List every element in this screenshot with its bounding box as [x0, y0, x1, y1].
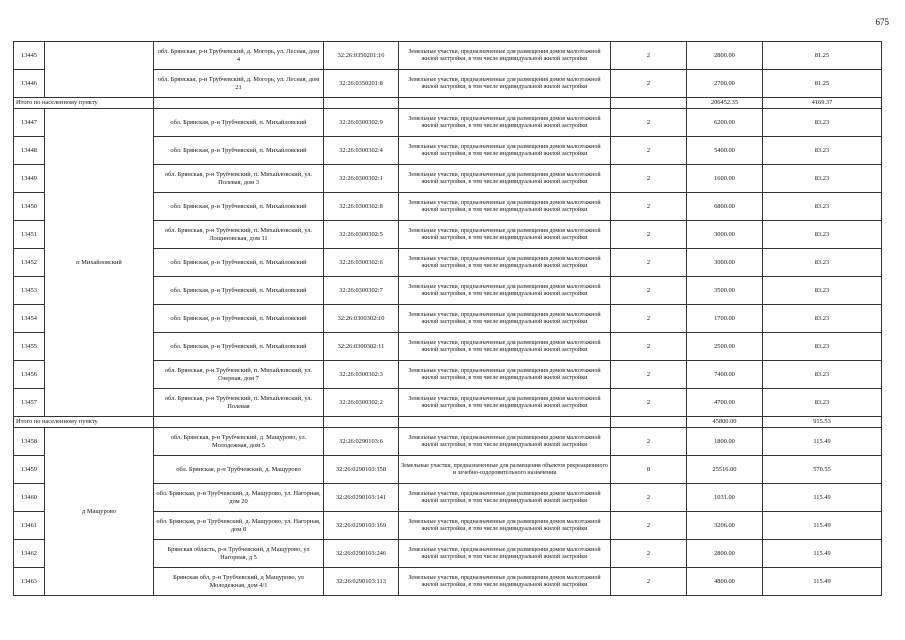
address-cell: обл. Брянская, р-н Трубчевский, п. Михайловский [154, 333, 324, 361]
address-cell: обл. Брянская, р-н Трубчевский, д. Мащурово, ул. Нагорная, дом 8 [154, 512, 324, 540]
address-cell: обл. Брянская, р-н Трубчевский, п. Михайловский, ул. Полевая [154, 389, 324, 417]
land-use-category-cell: Земельные участки, предназначенные для размещения домов малоэтажной жилой застройки, в том числе индивидуальной жилой застройки [399, 277, 611, 305]
group-code-cell: 2 [611, 568, 687, 596]
land-use-category-cell: Земельные участки, предназначенные для размещения домов малоэтажной жилой застройки, в том числе индивидуальной жилой застройки [399, 109, 611, 137]
land-use-category-cell: Земельные участки, предназначенные для размещения домов малоэтажной жилой застройки, в том числе индивидуальной жилой застройки [399, 568, 611, 596]
land-use-category-cell: Земельные участки, предназначенные для размещения домов малоэтажной жилой застройки, в том числе индивидуальной жилой застройки [399, 193, 611, 221]
group-code-cell: 2 [611, 193, 687, 221]
area-cell: 2500.00 [687, 333, 763, 361]
group-code-cell: 8 [611, 456, 687, 484]
cadastral-valuation-table [13, 41, 882, 596]
total-empty-code [611, 98, 687, 109]
cadastral-number-cell: 32:26:0290103:113 [324, 568, 399, 596]
table-row [14, 42, 882, 70]
specific-value-cell: 83.23 [763, 109, 882, 137]
address-cell: обл. Брянская, р-н Трубчевский, п. Михайловский [154, 137, 324, 165]
row-number: 13451 [14, 221, 45, 249]
area-cell: 3000.00 [687, 221, 763, 249]
total-empty-address [154, 417, 324, 428]
group-code-cell: 2 [611, 540, 687, 568]
total-empty-cadastral [324, 98, 399, 109]
cadastral-number-cell: 32:26:0300302:3 [324, 361, 399, 389]
address-cell: обл. Брянская, р-н Трубчевский, д. Мащурово, ул. Молодежная, дом 5 [154, 428, 324, 456]
specific-value-cell: 115.49 [763, 540, 882, 568]
row-number: 13463 [14, 568, 45, 596]
area-cell: 6200.00 [687, 109, 763, 137]
address-cell: обл. Брянская, р-н Трубчевский, д. Могорь, ул. Лесная, дом 4 [154, 42, 324, 70]
land-use-category-cell: Земельные участки, предназначенные для размещения домов малоэтажной жилой застройки, в том числе индивидуальной жилой застройки [399, 165, 611, 193]
address-cell: обл. Брянская, р-н Трубчевский, п. Михайловский, ул. Полевая, дом 3 [154, 165, 324, 193]
group-code-cell: 2 [611, 361, 687, 389]
cadastral-number-cell: 32:26:0300302:6 [324, 249, 399, 277]
area-cell: 1700.00 [687, 305, 763, 333]
area-cell: 2700.00 [687, 70, 763, 98]
locality-name: п Михайловский [45, 109, 154, 417]
total-label: Итого по населенному пункту [14, 417, 154, 428]
area-cell: 3206.00 [687, 512, 763, 540]
area-cell: 3000.00 [687, 249, 763, 277]
total-area: 45800.00 [687, 417, 763, 428]
row-number: 13459 [14, 456, 45, 484]
group-code-cell: 2 [611, 137, 687, 165]
area-cell: 25516.00 [687, 456, 763, 484]
total-empty-code [611, 417, 687, 428]
group-code-cell: 2 [611, 221, 687, 249]
total-empty-cadastral [324, 417, 399, 428]
group-code-cell: 2 [611, 277, 687, 305]
specific-value-cell: 83.23 [763, 193, 882, 221]
land-use-category-cell: Земельные участки, предназначенные для размещения домов малоэтажной жилой застройки, в том числе индивидуальной жилой застройки [399, 333, 611, 361]
address-cell: обл. Брянская, р-н Трубчевский, д. Мащурово, ул. Нагорная, дом 20 [154, 484, 324, 512]
row-number: 13462 [14, 540, 45, 568]
land-use-category-cell: Земельные участки, предназначенные для размещения домов малоэтажной жилой застройки, в том числе индивидуальной жилой застройки [399, 221, 611, 249]
locality-cell [45, 42, 154, 98]
cadastral-number-cell: 32:26:0290103:141 [324, 484, 399, 512]
locality-name: д Мащурово [45, 428, 154, 596]
cadastral-number-cell: 32:26:0290103:158 [324, 456, 399, 484]
address-cell: обл. Брянская, р-н Трубчевский, п. Михайловский [154, 109, 324, 137]
row-number: 13455 [14, 333, 45, 361]
specific-value-cell: 83.23 [763, 249, 882, 277]
area-cell: 5400.00 [687, 137, 763, 165]
area-cell: 1800.00 [687, 428, 763, 456]
address-cell: обл. Брянская, р-н Трубчевский, д. Мащурово [154, 456, 324, 484]
cadastral-number-cell: 32:26:0300302:7 [324, 277, 399, 305]
land-use-category-cell: Земельные участки, предназначенные для размещения домов малоэтажной жилой застройки, в том числе индивидуальной жилой застройки [399, 428, 611, 456]
cadastral-number-cell: 32:26:0290103:246 [324, 540, 399, 568]
table-row [14, 109, 882, 137]
total-rate: 4169.37 [763, 98, 882, 109]
group-code-cell: 2 [611, 512, 687, 540]
address-cell: Брянская обл, р-н Трубчевский, д Мащурово, ул Молодежная, дом 4/1 [154, 568, 324, 596]
land-use-category-cell: Земельные участки, предназначенные для размещения домов малоэтажной жилой застройки, в том числе индивидуальной жилой застройки [399, 42, 611, 70]
row-number: 13448 [14, 137, 45, 165]
area-cell: 4700.00 [687, 389, 763, 417]
group-code-cell: 2 [611, 165, 687, 193]
group-code-cell: 2 [611, 389, 687, 417]
group-code-cell: 2 [611, 70, 687, 98]
group-code-cell: 2 [611, 249, 687, 277]
total-label: Итого по населенному пункту [14, 98, 154, 109]
row-number: 13449 [14, 165, 45, 193]
specific-value-cell: 81.25 [763, 70, 882, 98]
table-row [14, 428, 882, 456]
land-use-category-cell: Земельные участки, предназначенные для размещения домов малоэтажной жилой застройки, в том числе индивидуальной жилой застройки [399, 361, 611, 389]
specific-value-cell: 83.23 [763, 333, 882, 361]
specific-value-cell: 83.23 [763, 277, 882, 305]
specific-value-cell: 115.49 [763, 568, 882, 596]
land-use-category-cell: Земельные участки, предназначенные для размещения объектов рекреационного и лечебно-оздоровительного назначения [399, 456, 611, 484]
specific-value-cell: 115.49 [763, 428, 882, 456]
cadastral-number-cell: 32:26:0300302:8 [324, 193, 399, 221]
area-cell: 4800.00 [687, 568, 763, 596]
locality-total-row [14, 417, 882, 428]
area-cell: 2800.00 [687, 540, 763, 568]
cadastral-number-cell: 32:26:0300302:5 [324, 221, 399, 249]
land-use-category-cell: Земельные участки, предназначенные для размещения домов малоэтажной жилой застройки, в том числе индивидуальной жилой застройки [399, 512, 611, 540]
land-use-category-cell: Земельные участки, предназначенные для размещения домов малоэтажной жилой застройки, в том числе индивидуальной жилой застройки [399, 305, 611, 333]
specific-value-cell: 83.23 [763, 361, 882, 389]
total-area: 206452.35 [687, 98, 763, 109]
area-cell: 6800.00 [687, 193, 763, 221]
group-code-cell: 2 [611, 428, 687, 456]
cadastral-number-cell: 32:26:0300302:1 [324, 165, 399, 193]
address-cell: Брянская область, р-н Трубчевский, д Мащурово, ул Нагорная, д 5 [154, 540, 324, 568]
row-number: 13452 [14, 249, 45, 277]
cadastral-number-cell: 32:26:0300302:10 [324, 305, 399, 333]
group-code-cell: 2 [611, 484, 687, 512]
cadastral-number-cell: 32:26:0300302:11 [324, 333, 399, 361]
cadastral-number-cell: 32:26:0350201:16 [324, 42, 399, 70]
address-cell: обл. Брянская, р-н Трубчевский, п. Михайловский [154, 277, 324, 305]
address-cell: обл. Брянская, р-н Трубчевский, п. Михайловский [154, 305, 324, 333]
land-use-category-cell: Земельные участки, предназначенные для размещения домов малоэтажной жилой застройки, в том числе индивидуальной жилой застройки [399, 70, 611, 98]
cadastral-number-cell: 32:26:0300302:4 [324, 137, 399, 165]
row-number: 13450 [14, 193, 45, 221]
land-use-category-cell: Земельные участки, предназначенные для размещения домов малоэтажной жилой застройки, в том числе индивидуальной жилой застройки [399, 540, 611, 568]
total-empty-category [399, 98, 611, 109]
cadastral-number-cell: 32:26:0300302:2 [324, 389, 399, 417]
cadastral-number-cell: 32:26:0290103:6 [324, 428, 399, 456]
specific-value-cell: 83.23 [763, 389, 882, 417]
row-number: 13453 [14, 277, 45, 305]
land-use-category-cell: Земельные участки, предназначенные для размещения домов малоэтажной жилой застройки, в том числе индивидуальной жилой застройки [399, 484, 611, 512]
row-number: 13446 [14, 70, 45, 98]
specific-value-cell: 570.55 [763, 456, 882, 484]
specific-value-cell: 83.23 [763, 305, 882, 333]
group-code-cell: 2 [611, 305, 687, 333]
total-rate: 915.53 [763, 417, 882, 428]
land-use-category-cell: Земельные участки, предназначенные для размещения домов малоэтажной жилой застройки, в том числе индивидуальной жилой застройки [399, 137, 611, 165]
page-number: 675 [875, 17, 889, 27]
area-cell: 1031.00 [687, 484, 763, 512]
area-cell: 7400.00 [687, 361, 763, 389]
row-number: 13454 [14, 305, 45, 333]
cadastral-number-cell: 32:26:0350201:8 [324, 70, 399, 98]
row-number: 13461 [14, 512, 45, 540]
specific-value-cell: 83.23 [763, 137, 882, 165]
group-code-cell: 2 [611, 333, 687, 361]
area-cell: 2800.00 [687, 42, 763, 70]
cadastral-number-cell: 32:26:0290103:169 [324, 512, 399, 540]
group-code-cell: 2 [611, 42, 687, 70]
specific-value-cell: 83.23 [763, 165, 882, 193]
locality-total-row [14, 98, 882, 109]
land-use-category-cell: Земельные участки, предназначенные для размещения домов малоэтажной жилой застройки, в том числе индивидуальной жилой застройки [399, 249, 611, 277]
specific-value-cell: 81.25 [763, 42, 882, 70]
cadastral-number-cell: 32:26:0300302:9 [324, 109, 399, 137]
total-empty-category [399, 417, 611, 428]
row-number: 13457 [14, 389, 45, 417]
row-number: 13458 [14, 428, 45, 456]
row-number: 13447 [14, 109, 45, 137]
land-use-category-cell: Земельные участки, предназначенные для размещения домов малоэтажной жилой застройки, в том числе индивидуальной жилой застройки [399, 389, 611, 417]
address-cell: обл. Брянская, р-н Трубчевский, п. Михайловский, ул. Лощиновская, дом 11 [154, 221, 324, 249]
address-cell: обл. Брянская, р-н Трубчевский, д. Могорь, ул. Лесная, дом 21 [154, 70, 324, 98]
row-number: 13456 [14, 361, 45, 389]
group-code-cell: 2 [611, 109, 687, 137]
area-cell: 1600.00 [687, 165, 763, 193]
specific-value-cell: 115.49 [763, 484, 882, 512]
address-cell: обл. Брянская, р-н Трубчевский, п. Михайловский, ул. Озерная, дом 7 [154, 361, 324, 389]
address-cell: обл. Брянская, р-н Трубчевский, п. Михайловский [154, 249, 324, 277]
row-number: 13460 [14, 484, 45, 512]
row-number: 13445 [14, 42, 45, 70]
area-cell: 3500.00 [687, 277, 763, 305]
specific-value-cell: 115.49 [763, 512, 882, 540]
address-cell: обл. Брянская, р-н Трубчевский, п. Михайловский [154, 193, 324, 221]
specific-value-cell: 83.23 [763, 221, 882, 249]
total-empty-address [154, 98, 324, 109]
